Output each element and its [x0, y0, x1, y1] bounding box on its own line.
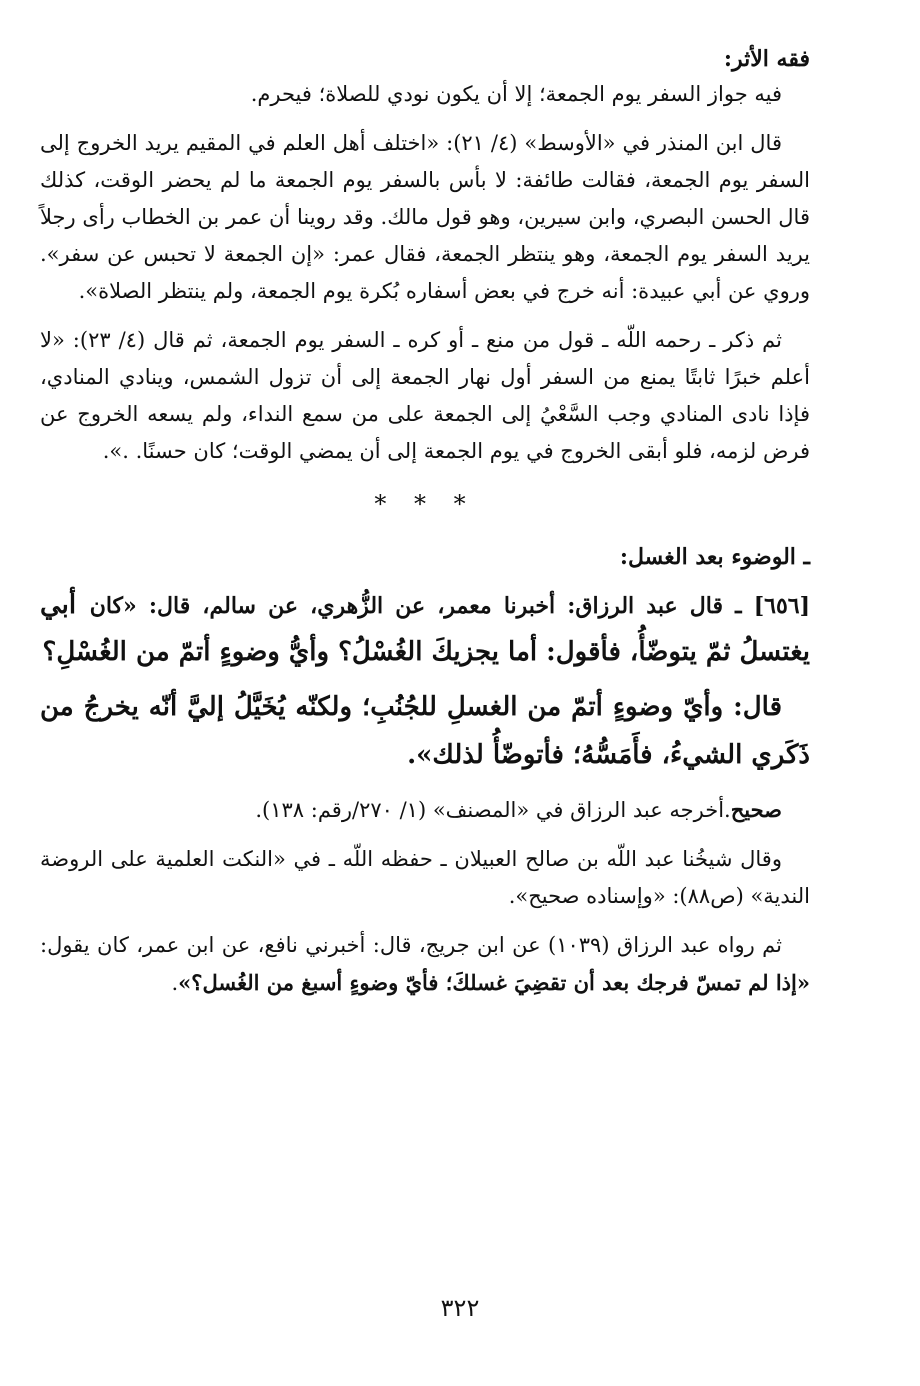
section-heading-fiqh: فقه الأثر:	[723, 46, 810, 72]
paragraph-ibn-mundhir: قال ابن المنذر في «الأوسط» (٤/ ٢١): «اختلف أهل العلم في المقيم يريد الخروج إلى السفر يوم الجمعة، فقالت طائفة: لا بأس بالسفر يوم الجمعة ما لم يحضر الوقت، كذلك قال الحسن البصري، وابن سيرين، وهو قول مالك. وقد روينا أن عمر بن الخطاب رأى رجلاً يريد السفر يوم الجمعة، وهو ينتظر الجمعة، فقال عمر: «إن الجمعة لا تحبس عن سفر». وروي عن أبي عبيدة: أنه خرج في بعض أسفاره بُكرة يوم الجمعة، ولم ينتظر الصلاة».	[40, 131, 810, 303]
hadith-text	[40, 582, 810, 675]
page-number: ٣٢٢	[440, 1294, 480, 1322]
hadith-continuation: قال: وأيّ وضوءٍ أتمّ من الغسلِ للجُنُبِ؛ ولكنّه يُخَيَّلُ إليَّ أنّه يخرجُ من ذَكَري الشيءُ، فأَمَسُّهُ؛ فأتوضّأُ لذلك».	[40, 692, 810, 770]
paragraph-ibn-umar	[40, 927, 810, 1002]
section-heading-wudu: ـ الوضوء بعد الغسل:	[619, 544, 810, 570]
section-separator: * * *	[374, 490, 476, 518]
hadith-number-chain: [٦٥٦] ـ قال عبد الرزاق: أخبرنا معمر، عن الزُّهري، عن سالم، قال: «كان	[89, 593, 810, 619]
ibn-umar-quote: «إذا لم تمسّ فرجك بعد أن تقضِيَ غسلكَ؛ فأيّ وضوءٍ أسبغ من الغُسل؟»	[178, 970, 810, 995]
hadith-matn: أبي يغتسلُ ثمّ يتوضّأُ، فأقول: أما يجزيكَ الغُسْلُ؟ وأيُّ وضوءٍ أتمّ من الغُسْلِ؟	[40, 590, 810, 667]
ibn-umar-end: .	[171, 971, 179, 995]
paragraph-ibn-mundhir-continued: ثم ذكر ـ رحمه اللّه ـ قول من منع ـ أو كره ـ السفر يوم الجمعة، ثم قال (٤/ ٢٣): «لا أعلم خبرًا ثابتًا يمنع من السفر أول نهار الجمعة إلى أن تزول الشمس، وينادي المنادي، فإذا نادى المنادي وجب السَّعْيُ إلى الجمعة على من سمع النداء، ولم يسعه الخروج عن فرض لزمه، فلو أبقى الخروج في يوم الجمعة إلى أن يمضي الوقت؛ كان حسنًا. .».	[40, 328, 810, 463]
grading-source: .أخرجه عبد الرزاق في «المصنف» (١/ ٢٧٠/رقم: ١٣٨).	[255, 798, 731, 822]
paragraph-shaykh-comment: وقال شيخُنا عبد اللّه بن صالح العبيلان ـ حفظه اللّه ـ في «النكت العلمية على الروضة الندية» (ص٨٨): «وإسناده صحيح».	[40, 847, 810, 908]
paragraph-ruling: فيه جواز السفر يوم الجمعة؛ إلا أن يكون نودي للصلاة؛ فيحرم.	[250, 82, 782, 106]
grading-label: صحيح	[730, 797, 782, 822]
ibn-umar-chain: ثم رواه عبد الرزاق (١٠٣٩) عن ابن جريج، قال: أخبرني نافع، عن ابن عمر، كان يقول:	[40, 933, 782, 957]
hadith-grading	[40, 791, 810, 829]
